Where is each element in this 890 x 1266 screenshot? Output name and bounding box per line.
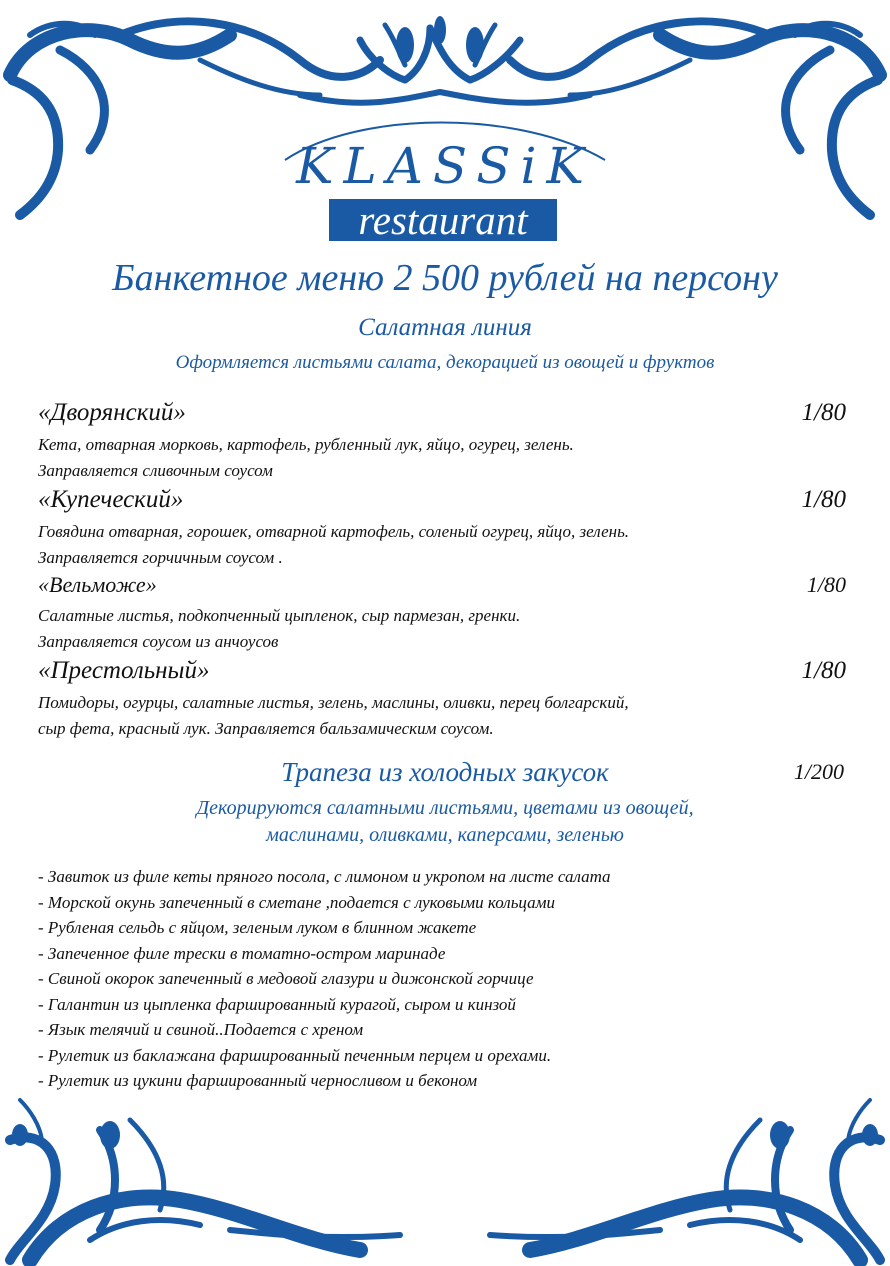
dish-name-velmozhe: «Вельможе»	[38, 572, 157, 597]
list-item: - Запеченное филе трески в томатно-остром маринаде	[38, 941, 838, 967]
dish-description-line: Салатные листья, подкопченный цыпленок, сыр пармезан, гренки.	[38, 606, 521, 625]
cold-section-portion: 1/200	[793, 759, 844, 784]
bottom-ornament	[0, 1090, 890, 1266]
dish-description-line: Помидоры, огурцы, салатные листья, зелень, маслины, оливки, перец болгарский,	[38, 693, 629, 712]
salad-section-title: Салатная линия	[358, 314, 532, 341]
dish-description-line: Заправляется сливочным соусом	[38, 461, 273, 480]
brand-tagline: restaurant	[329, 199, 557, 241]
list-item: - Свиной окорок запеченный в медовой глазури и дижонской горчице	[38, 966, 838, 992]
list-item: - Морской окунь запеченный в сметане ,подается с луковыми кольцами	[38, 890, 838, 916]
dish-portion: 1/80	[801, 486, 846, 513]
dish-description	[38, 603, 798, 655]
dish-name-kupechesky: «Купеческий»	[38, 486, 184, 513]
brand-name: KLASSiK	[296, 137, 594, 195]
salad-section-subtitle: Оформляется листьями салата, декорацией из овощей и фруктов	[175, 352, 715, 373]
page-title: Банкетное меню 2 500 рублей на персону	[112, 257, 778, 299]
cold-section-subtitle-line1: Декорируются салатными листьями, цветами из овощей,	[196, 797, 694, 819]
list-item: - Язык телячий и свиной..Подается с хреном	[38, 1017, 838, 1043]
list-item: - Галантин из цыпленка фаршированный курагой, сыром и кинзой	[38, 992, 838, 1018]
cold-appetizers-list	[38, 864, 838, 1094]
list-item: - Рубленая сельдь с яйцом, зеленым луком в блинном жакете	[38, 915, 838, 941]
dish-portion: 1/80	[801, 399, 846, 426]
dish-description-line: сыр фета, красный лук. Заправляется бальзамическим соусом.	[38, 719, 494, 738]
dish-portion: 1/80	[806, 572, 846, 597]
list-item: - Рулетик из цукини фаршированный черносливом и беконом	[38, 1068, 838, 1094]
dish-description	[38, 432, 798, 484]
dish-name-dvoryansky: «Дворянский»	[38, 399, 186, 426]
dish-description-line: Заправляется соусом из анчоусов	[38, 632, 279, 651]
dish-portion: 1/80	[801, 657, 846, 684]
cold-section-title: Трапеза из холодных закусок	[281, 757, 609, 787]
dish-description-line: Кета, отварная морковь, картофель, рубленный лук, яйцо, огурец, зелень.	[38, 435, 574, 454]
cold-section-subtitle-line2: маслинами, оливками, каперсами, зеленью	[266, 824, 624, 846]
list-item: - Рулетик из баклажана фаршированный печенным перцем и орехами.	[38, 1043, 838, 1069]
list-item: - Завиток из филе кеты пряного посола, с лимоном и укропом на листе салата	[38, 864, 838, 890]
dish-name-prestolny: «Престольный»	[38, 657, 210, 684]
dish-description	[38, 690, 798, 742]
dish-description-line: Заправляется горчичным соусом .	[38, 548, 283, 567]
dish-description-line: Говядина отварная, горошек, отварной картофель, соленый огурец, яйцо, зелень.	[38, 522, 630, 541]
dish-description	[38, 519, 798, 571]
